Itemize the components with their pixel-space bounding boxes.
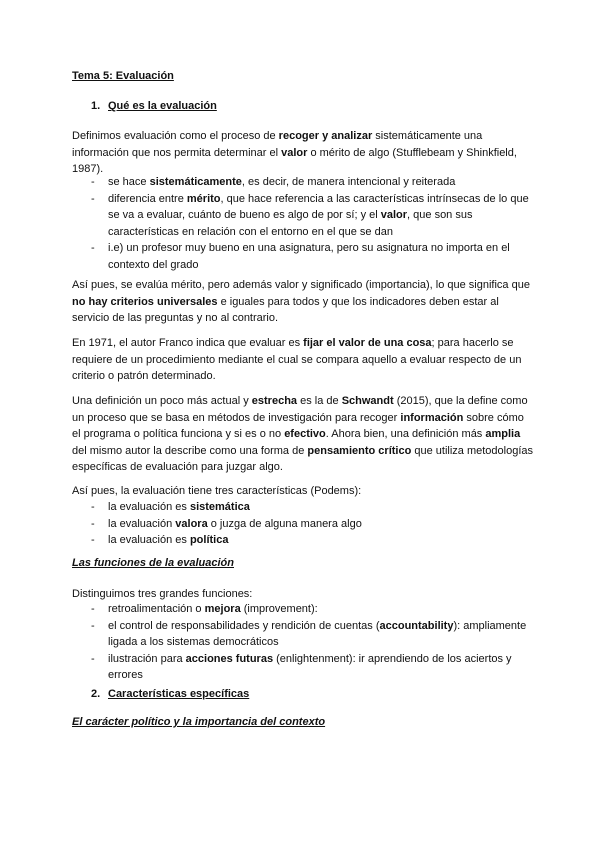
paragraph-criteria: Así pues, se evalúa mérito, pero además valor y significado (importancia), lo que significa que no hay criterios universales e iguales para todos y que los indicadores deben estar al servicio de las preguntas y no al contrario.: [72, 279, 530, 324]
paragraph-definition: Definimos evaluación como el proceso de recoger y analizar sistemáticamente una información que nos permita determinar el valor o mérito de algo (Stufflebeam y Shinkfield, 1987).: [72, 130, 517, 175]
list-item: - retroalimentación o mejora (improvement):: [72, 601, 534, 618]
list-item: - la evaluación valora o juzga de alguna manera algo: [72, 516, 534, 533]
paragraph-funciones: Distinguimos tres grandes funciones:: [72, 588, 253, 600]
list-characteristics: [72, 174, 534, 273]
list-item: - se hace sistemáticamente, es decir, de manera intencional y reiterada: [72, 174, 534, 191]
paragraph-franco: En 1971, el autor Franco indica que evaluar es fijar el valor de una cosa; para hacerlo se requiere de un procedimiento mediante el cual se compara aquello a evaluar respecto de un criterio o patrón determinado.: [72, 337, 522, 382]
list-item: - el control de responsabilidades y rendición de cuentas (accountability): ampliamente ligada a los sistemas democráticos: [72, 618, 534, 651]
funciones-heading: Las funciones de la evaluación: [72, 557, 234, 569]
list-funciones: [72, 601, 534, 684]
list-item: - la evaluación es política: [72, 532, 534, 549]
paragraph-schwandt: Una definición un poco más actual y estrecha es la de Schwandt (2015), que la define como un proceso que se basa en métodos de investigación para recoger información sobre cómo el programa o política funciona y si es o no efectivo. Ahora bien, una definición más amplia del mismo autor la describe como una forma de pensamiento crítico que utiliza metodologías específicas de evaluación para juzgar algo.: [72, 395, 533, 473]
paragraph-podems: Así pues, la evaluación tiene tres características (Podems):: [72, 485, 362, 497]
document-title: Tema 5: Evaluación: [72, 70, 174, 82]
contexto-heading: El carácter político y la importancia del contexto: [72, 716, 326, 728]
list-item: - i.e) un profesor muy bueno en una asignatura, pero su asignatura no importa en el contexto del grado: [72, 240, 534, 273]
list-item: - diferencia entre mérito, que hace referencia a las características intrínsecas de lo que se va a evaluar, cuánto de bueno es algo de por sí; y el valor, que son sus características en relación con el entorno en el que se dan: [72, 191, 534, 241]
list-item: - la evaluación es sistemática: [72, 499, 534, 516]
list-item: - ilustración para acciones futuras (enlightenment): ir aprendiendo de los aciertos y errores: [72, 651, 534, 684]
document-page: Tema 5: Evaluación 1. Qué es la evaluación Definimos evaluación como el proceso de recoger y analizar sistemáticamente una información que nos permita determinar el valor o mérito de algo (Stufflebeam y Shinkfield, 1987). - se hace sistemáticamente, es decir, de manera intencional y reiterada - diferencia entre mérito, que hace referencia a las características intrínsecas de lo que se va a evaluar, cuánto de bueno es algo de por sí; y el valor, que son sus características en relación con el entorno en el que se dan - i.e) un profesor muy bueno en una asignatura, pero su asignatura no importa en el contexto del grado Así pues, se evalúa mérito, pero además valor y significado (importancia), lo que significa que no hay criterios universales e iguales para todos y que los indicadores deben estar al servicio de las preguntas y no al contrario. En 1971, el autor Franco indica que evaluar es fijar el valor de una cosa; para hacerlo se requiere de un procedimiento mediante el cual se compara aquello a evaluar respecto de un criterio o patrón determinado. Una definición un poco más actual y estrecha es la de Schwandt (2015), que la define como un proceso que se basa en métodos de investigación para recoger información sobre cómo el programa o política funciona y si es o no efectivo. Ahora bien, una definición más amplia del mismo autor la describe como una forma de pensamiento crítico que utiliza metodologías específicas de evaluación para juzgar algo. Así pues, la evaluación tiene tres características (Podems): - la evaluación es sistemática - la evaluación valora o juzga de alguna manera algo - la evaluación es política Las funciones de la evaluación Distinguimos tres grandes funciones: - retroalimentación o mejora (improvement): - el control de responsabilidades y rendición de cuentas (accountability): ampliamente ligada a los sistemas democráticos - ilustración para acciones futuras (enlightenment): ir aprendiendo de los aciertos y errores 2. Características específicas El carácter político y la importancia del contexto: [0, 0, 600, 848]
list-podems: [72, 499, 534, 549]
